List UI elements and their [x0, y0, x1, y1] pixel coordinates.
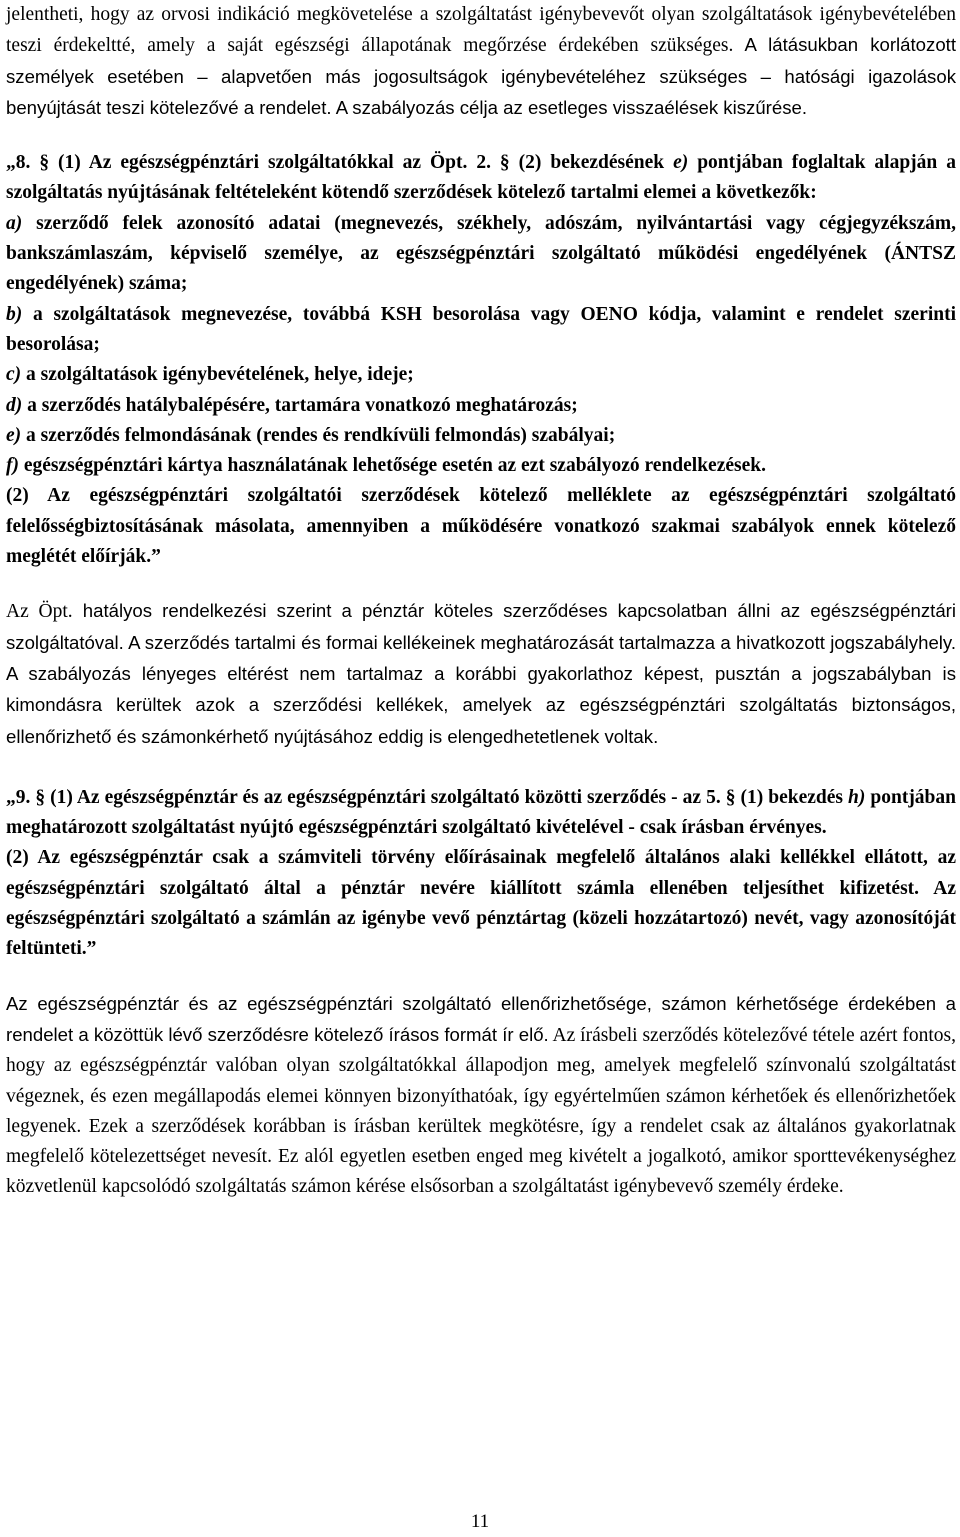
item-letter: d) [6, 394, 23, 416]
spacer [6, 124, 956, 148]
item-text: a szolgáltatások megnevezése, továbbá KSH besorolása vagy OENO kódja, valamint e rendelet szerinti besorolása; [6, 303, 956, 355]
item-text: szerződő felek azonosító adatai (megnevezés, székhely, adószám, nyilvántartási vagy cégjegyzékszám, bankszámlaszám, képviselő személye, az egészségpénztári szolgáltató működési engedélyének (ÁNTSZ engedélyének) száma; [6, 212, 956, 295]
section-8-paragraph-2: (2) Az egészségpénztári szolgáltatói szerződések kötelező melléklete az egészségpénztári szolgáltató felelősségbiztosításának másolata, amennyiben a működésére vonatkozó szakmai szabályok ennek kötelező meglétét előírják.” [6, 485, 956, 568]
document-page [6, 0, 956, 1203]
section-9-heading-suffix: pontjában meghatározott szolgáltatást nyújtó egészségpénztári szolgáltató kivételével - csak írásban érvényes. [6, 786, 956, 839]
section-8-heading-prefix: „8. § (1) Az egészségpénztári szolgáltatókkal az Öpt. 2. § (2) bekezdésének [6, 152, 674, 174]
item-text: egészségpénztári kártya használatának lehetősége esetén az ezt szabályozó rendelkezések. [19, 455, 766, 477]
section-8-item-d [6, 391, 956, 421]
intro-text-sans: A látásukban korlátozott személyek esetében – alapvetően más jogosultságok igénybevételéhez szükséges – hatósági igazolások benyújtását teszi kötelezővé a rendelet. A szabályozás célja az esetleges visszaélések kiszűrése. [6, 34, 956, 118]
explanation-2 [6, 989, 956, 1203]
section-8-heading-letter: e) [673, 152, 689, 174]
spacer [6, 753, 956, 783]
section-9-heading-prefix: „9. § (1) Az egészségpénztár és az egészségpénztári szolgáltató közötti szerződés - az 5. § (1) bekezdés [6, 786, 849, 808]
section-9-heading-letter: h) [848, 786, 866, 808]
spacer [6, 572, 956, 596]
item-text: a szolgáltatások igénybevételének, helye, ideje; [21, 364, 414, 386]
explanation-1 [6, 596, 956, 752]
section-8-heading [6, 148, 956, 209]
intro-text-serif: jelentheti, hogy az orvosi indikáció megkövetelése a szolgáltatást igénybevevőt olyan szolgáltatások igénybevételében teszi érdekeltté, amely a saját egészségi állapotának megőrzése érdekében szükséges. [6, 4, 956, 57]
item-text: a szerződés felmondásának (rendes és rendkívüli felmondás) szabályai; [21, 424, 616, 446]
item-text: a szerződés hatálybalépésére, tartamára vonatkozó meghatározás; [22, 394, 578, 416]
section-8-item-c [6, 360, 956, 390]
section-8-item-e [6, 421, 956, 451]
section-8-item-b [6, 300, 956, 361]
explanation-2-serif: Az írásbeli szerződés kötelezővé tétele azért fontos, hogy az egészségpénztár valóban olyan szolgáltatókkal állapodjon meg, amelyek megfelelő színvonalú szolgáltatást végeznek, és ezen megállapodás elemei könnyen bizonyíthatóak, így egyértelműen számon kérhetőek és ellenőrizhetőek legyenek. Ezek a szerződések korábban is írásban kerültek megkötésre, így a rendelet csak az általános gyakorlatnak megfelelő kötelezettséget nevesít. Ez alól egyetlen esetben enged meg kivételt a jogalkotó, amikor sporttevékenységhez közvetlenül kapcsolódó szolgáltatás számon kérése elsősorban a szolgáltatást igénybevevő személy érdeke. [6, 1024, 956, 1198]
explanation-1-serif: Az Öpt. [6, 601, 73, 623]
spacer [6, 965, 956, 989]
section-8-item-a [6, 209, 956, 300]
explanation-1-sans-b: A szerződés tartalmi és formai kellékeinek meghatározását tartalmazza a hivatkozott jogszabályhely. A szabályozás lényeges eltérést nem tartalmaz a korábbi gyakorlathoz képest, pusztán a jogszabályban is kimondásra kerültek azok a szerződési kellékek, amelyek az egészségpénztári szolgáltatás biztonságos, ellenőrizhető és számonkérhető nyújtásához eddig is elengedhetetlenek voltak. [6, 631, 956, 747]
section-9-paragraph-2: (2) Az egészségpénztár csak a számviteli törvény előírásainak megfelelő általános alaki kellékkel ellátott, az egészségpénztári szolgáltató által a pénztár nevére kiállított számla ellenében teljesíthet kifizetést. Az egészségpénztári szolgáltató a számlán az igénybe vevő pénztártag (közeli hozzátartozó) nevét, vagy azonosítóját feltünteti.” [6, 847, 956, 960]
page-number: 11 [470, 1511, 490, 1532]
explanation-2-sans: Az egészségpénztár és az egészségpénztári szolgáltató ellenőrizhetősége, számon kérhetősége érdekében a rendelet a közöttük lévő szerződésre kötelező írásos formát ír elő. [6, 992, 956, 1045]
explanation-1-sans-a: hatályos rendelkezési szerint a pénztár köteles szerződéses kapcsolatban állni az egészségpénztári szolgáltatóval. [6, 600, 956, 653]
item-letter: b) [6, 303, 23, 325]
item-letter: f) [6, 455, 19, 477]
intro-paragraph [6, 0, 956, 124]
section-9-heading [6, 783, 956, 844]
section-8-item-f [6, 451, 956, 481]
item-letter: e) [6, 424, 22, 446]
section-8-heading-suffix: pontjában foglaltak alapján a szolgáltatás nyújtásának feltételeként kötendő szerződések kötelező tartalmi elemei a következők: [6, 152, 956, 204]
item-letter: c) [6, 364, 22, 386]
item-letter: a) [6, 212, 23, 234]
